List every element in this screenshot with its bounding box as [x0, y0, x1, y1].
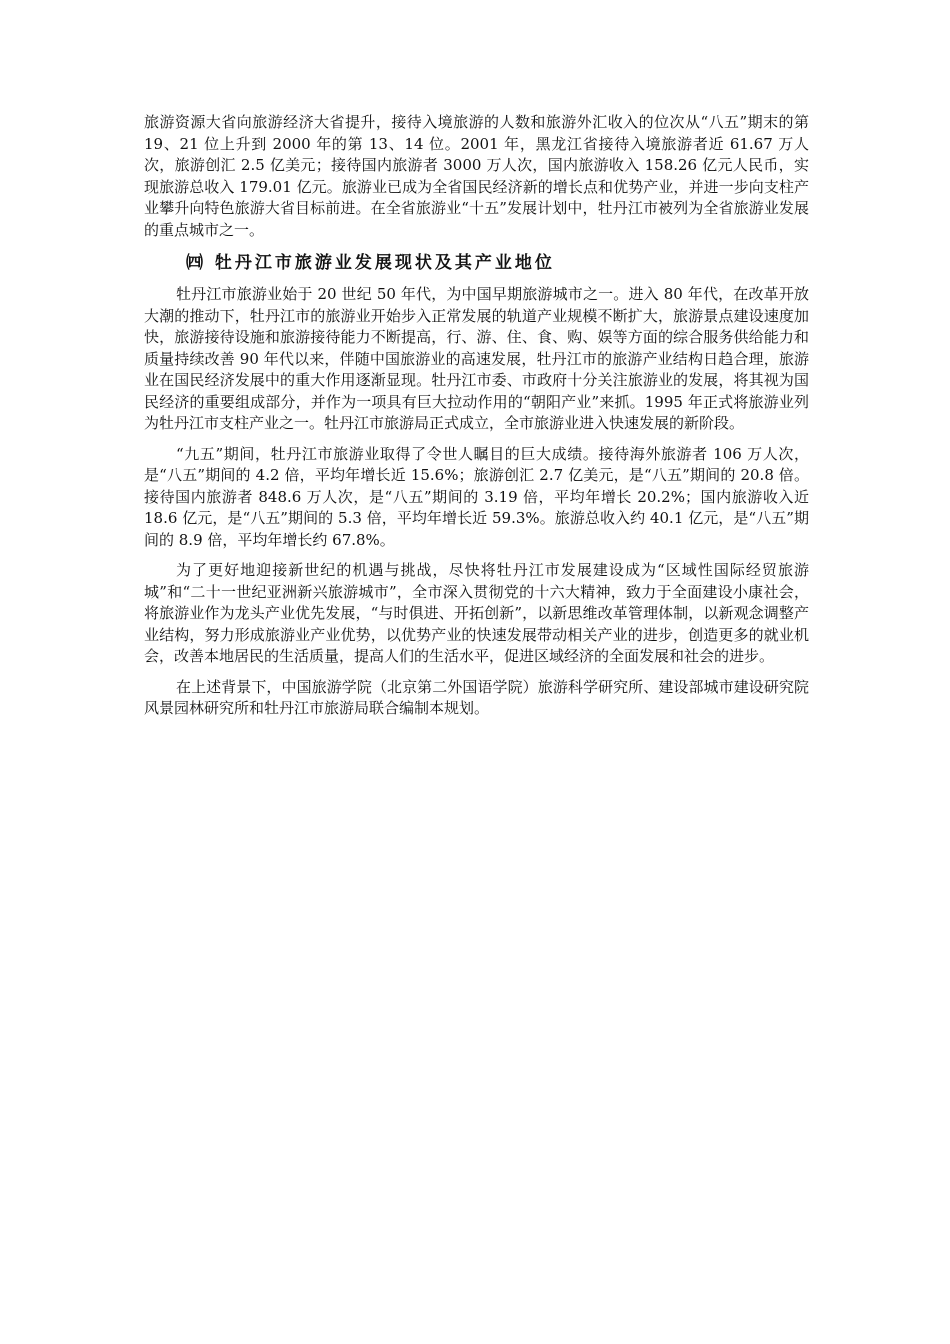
- body-paragraph: 牡丹江市旅游业始于 20 世纪 50 年代，为中国早期旅游城市之一。进入 80 年代，在改革开放大潮的推动下，牡丹江市的旅游业开始步入正常发展的轨道产业规模不断扩大，旅游景点建设速度加快，旅游接待设施和旅游接待能力不断提高，行、游、住、食、购、娱等方面的综合服务供给能力和质量持续改善 90 年代以来，伴随中国旅游业的高速发展，牡丹江市的旅游产业结构日趋合理，旅游业在国民经济发展中的重大作用逐渐显现。牡丹江市委、市政府十分关注旅游业的发展，将其视为国民经济的重要组成部分，并作为一项具有巨大拉动作用的“朝阳产业”来抓。1995 年正式将旅游业列为牡丹江市支柱产业之一。牡丹江市旅游局正式成立，全市旅游业进入快速发展的新阶段。: [144, 285, 809, 432]
- body-paragraph: “九五”期间，牡丹江市旅游业取得了令世人瞩目的巨大成绩。接待海外旅游者 106 万人次，是“八五”期间的 4.2 倍，平均年增长近 15.6%；旅游创汇 2.7 亿美元，是“八五”期间的 20.8 倍。接待国内旅游者 848.6 万人次，是“八五”期间的 3.19 倍，平均年增长 20.2%；国内旅游收入近 18.6 亿元，是“八五”期间的 5.3 倍，平均年增长近 59.3%。旅游总收入约 40.1 亿元，是“八五”期间的 8.9 倍，平均年增长约 67.8%。: [144, 444, 809, 549]
- body-paragraph: 在上述背景下，中国旅游学院（北京第二外国语学院）旅游科学研究所、建设部城市建设研究院风景园林研究所和牡丹江市旅游局联合编制本规划。: [144, 677, 809, 717]
- body-paragraph: 为了更好地迎接新世纪的机遇与挑战，尽快将牡丹江市发展建设成为“区域性国际经贸旅游城”和“二十一世纪亚洲新兴旅游城市”，全市深入贯彻党的十六大精神，致力于全面建设小康社会，将旅游业作为龙头产业优先发展，“与时俱进、开拓创新”，以新思维改革管理体制，以新观念调整产业结构，努力形成旅游业产业优势，以优势产业的快速发展带动相关产业的进步，创造更多的就业机会，改善本地居民的生活质量，提高人们的生活水平，促进区域经济的全面发展和社会的进步。: [144, 561, 809, 665]
- section-heading: ㈣ 牡丹江市旅游业发展现状及其产业地位: [186, 253, 555, 273]
- intro-paragraph: 旅游资源大省向旅游经济大省提升，接待入境旅游的人数和旅游外汇收入的位次从“八五”期末的第 19、21 位上升到 2000 年的第 13、14 位。2001 年，黑龙江省接待入境旅游者近 61.67 万人次，旅游创汇 2.5 亿美元；接待国内旅游者 3000 万人次，国内旅游收入 158.26 亿元人民币，实现旅游总收入 179.01 亿元。旅游业已成为全省国民经济新的增长点和优势产业，并进一步向支柱产业攀升向特色旅游大省目标前进。在全省旅游业“十五”发展计划中，牡丹江市被列为全省旅游业发展的重点城市之一。: [144, 113, 809, 239]
- document-page: [144, 112, 809, 729]
